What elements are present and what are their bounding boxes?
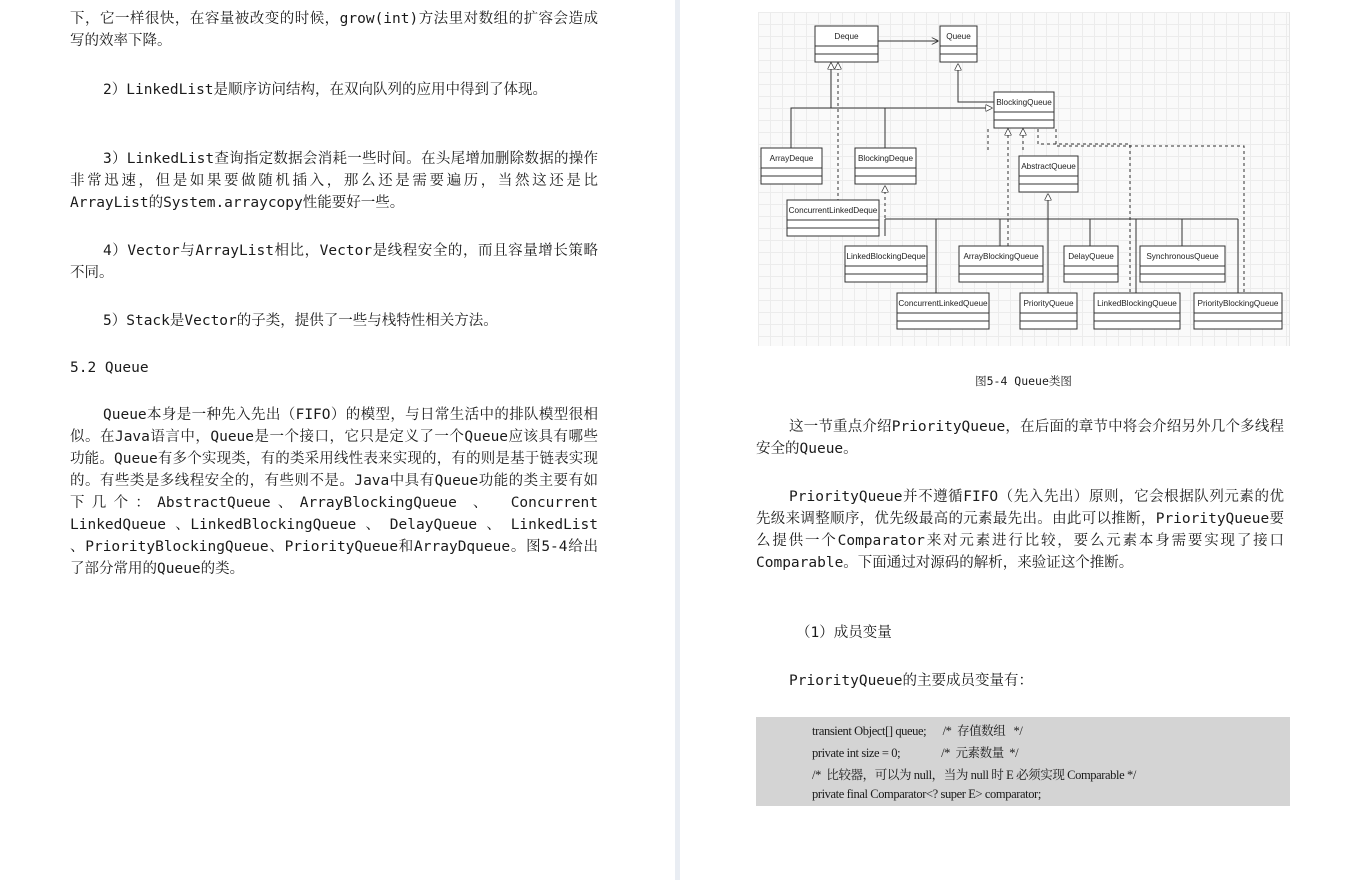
subheading-block — [756, 622, 1284, 644]
left-paragraph-1-block — [70, 8, 598, 52]
uml-class-delay-queue: DelayQueue — [1068, 252, 1114, 261]
uml-class-blocking-deque: BlockingDeque — [857, 154, 914, 163]
code-line-1: transient Object[] queue; /* 存值数组 */ — [812, 724, 1023, 738]
uml-class-blocking-queue: BlockingQueue — [996, 98, 1052, 107]
queue-class-diagram — [758, 12, 1290, 346]
member-variables-subheading: （1）成员变量 — [796, 625, 892, 641]
uml-class-array-blocking-queue: ArrayBlockingQueue — [963, 252, 1039, 261]
code-listing — [756, 717, 1290, 806]
uml-class-concurrent-linked-queue: ConcurrentLinkedQueue — [898, 299, 988, 308]
left-paragraph-5: 5）Stack是Vector的子类，提供了一些与栈特性相关方法。 — [103, 313, 498, 329]
uml-class-array-deque: ArrayDeque — [769, 154, 814, 163]
uml-class-deque: Deque — [834, 32, 859, 41]
right-paragraph-2: PriorityQueue并不遵循FIFO（先入先出）原则，它会根据队列元素的优先级来调整顺序，优先级最高的元素最先出。由此可以推断，PriorityQueue要么提供一个Comparator来对元素进行比较，要么元素本身需要实现了接口Comparable。下面通过对源码的解析，来验证这个推断。 — [756, 489, 1284, 571]
left-paragraph-4-block — [70, 240, 598, 284]
right-paragraph-1-block — [756, 416, 1284, 460]
code-line-2: private int size = 0; /* 元素数量 */ — [812, 746, 1019, 760]
uml-class-priority-queue: PriorityQueue — [1023, 299, 1074, 308]
uml-class-linked-blocking-deque: LinkedBlockingDeque — [846, 252, 926, 261]
left-paragraph-3-block — [70, 148, 598, 214]
section-heading: 5.2 Queue — [70, 360, 149, 376]
right-paragraph-1: 这一节重点介绍PriorityQueue，在后面的章节中将会介绍另外几个多线程安全的Queue。 — [756, 419, 1284, 457]
left-paragraph-3: 3）LinkedList查询指定数据会消耗一些时间。在头尾增加删除数据的操作非常迅速，但是如果要做随机插入，那么还是需要遍历，当然这还是比ArrayList的System.arraycopy性能要好一些。 — [70, 151, 598, 211]
uml-class-priority-blocking-queue: PriorityBlockingQueue — [1197, 299, 1279, 308]
uml-class-concurrent-linked-deque: ConcurrentLinkedDeque — [788, 206, 878, 215]
section-heading-block — [70, 357, 598, 379]
right-paragraph-2-block — [756, 486, 1284, 574]
left-paragraph-5-block — [70, 310, 598, 332]
uml-class-queue: Queue — [946, 32, 971, 41]
left-paragraph-1: 下，它一样很快，在容量被改变的时候，grow(int)方法里对数组的扩容会造成写的效率下降。 — [70, 11, 598, 49]
uml-class-linked-blocking-queue: LinkedBlockingQueue — [1097, 299, 1177, 308]
left-paragraph-2: 2）LinkedList是顺序访问结构，在双向队列的应用中得到了体现。 — [103, 82, 548, 98]
code-line-4: private final Comparator<? super E> comparator; — [812, 787, 1041, 801]
figure-caption: 图5-4 Queue类图 — [975, 374, 1072, 388]
members-intro: PriorityQueue的主要成员变量有： — [789, 673, 1033, 689]
queue-paragraph: Queue本身是一种先入先出（FIFO）的模型，与日常生活中的排队模型很相似。在Java语言中，Queue是一个接口，它只是定义了一个Queue应该具有哪些功能。Queue有多个实现类，有的类采用线性表来实现的，有的则是基于链表实现的。有些类是多线程安全的，有些则不是。Java中具有Queue功能的类主要有如下几个：AbstractQueue、ArrayBlockingQueue 、 Concurrent LinkedQueue 、LinkedBlockingQueue 、 DelayQueue 、 LinkedList 、PriorityBlockingQueue、PriorityQueue和ArrayDqueue。图5-4给出了部分常用的Queue的类。 — [70, 407, 598, 577]
code-line-3: /* 比较器，可以为 null，当为 null 时 E 必须实现 Comparable */ — [812, 768, 1136, 782]
members-intro-block — [756, 670, 1284, 692]
left-paragraph-4: 4）Vector与ArrayList相比，Vector是线程安全的，而且容量增长策略不同。 — [70, 243, 598, 281]
uml-class-abstract-queue: AbstractQueue — [1021, 162, 1076, 171]
queue-paragraph-block — [70, 404, 598, 580]
uml-class-synchronous-queue: SynchronousQueue — [1146, 252, 1219, 261]
left-paragraph-2-block — [70, 79, 598, 101]
